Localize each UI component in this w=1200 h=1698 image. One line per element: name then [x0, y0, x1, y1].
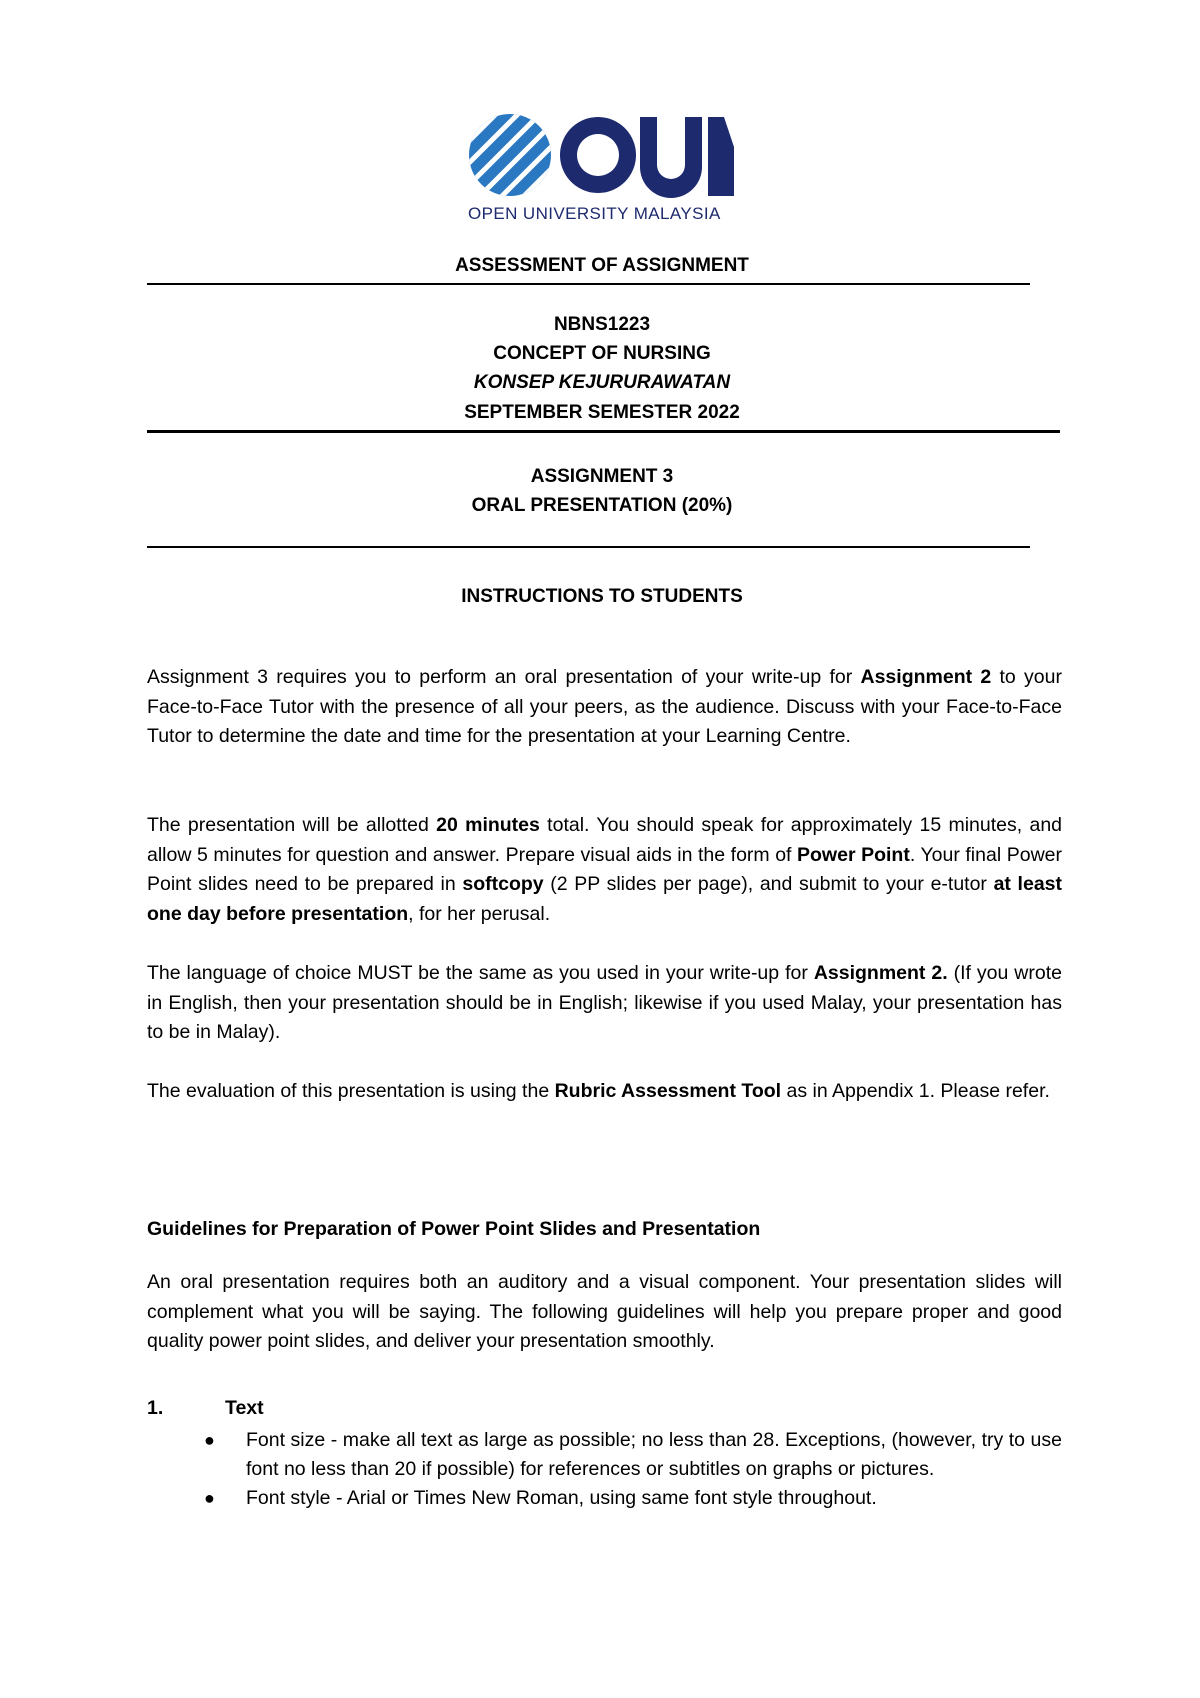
bold-run: Rubric Assessment Tool: [554, 1080, 782, 1102]
bullet-icon: ●: [204, 1488, 215, 1508]
bullet-text: Font style - Arial or Times New Roman, using same font style throughout.: [246, 1487, 877, 1509]
paragraph-1: [147, 663, 1062, 752]
course-name: CONCEPT OF NURSING: [493, 343, 711, 364]
text-run: , for her perusal.: [408, 902, 551, 925]
bold-run: softcopy: [462, 873, 544, 895]
section-title: Text: [225, 1397, 264, 1419]
section-1-bullets: [198, 1426, 1062, 1513]
divider-3: [147, 546, 1030, 548]
course-code: NBNS1223: [553, 314, 651, 335]
paragraph-4: [147, 1077, 1062, 1107]
text-run: to your Face-to-Face Tutor with the presence of all your peers, as the audience. Discuss with your Face-to-Face Tutor to determine the date and time for the presentation at your Learning Centre.: [147, 666, 1062, 747]
semester: SEPTEMBER SEMESTER 2022: [464, 402, 740, 423]
paragraph-3: [147, 959, 1062, 1048]
list-item: [198, 1426, 1062, 1484]
text-run: total. You should speak for approximately 15 minutes, and allow 5 minutes for question and answer. Prepare visual aids in the form of: [147, 814, 1063, 866]
section-1-title: [147, 1395, 264, 1421]
bold-run: at least one day before presentation: [147, 873, 1063, 925]
assignment-number: ASSIGNMENT 3: [530, 466, 674, 487]
assessment-title: ASSESSMENT OF ASSIGNMENT: [455, 255, 749, 276]
course-name-malay: KONSEP KEJURURAWATAN: [473, 372, 731, 393]
bold-run: 20 minutes: [436, 814, 540, 836]
divider-2: [147, 430, 1060, 433]
bold-run: Assignment 2.: [813, 962, 948, 984]
assignment-type: ORAL PRESENTATION (20%): [471, 495, 733, 516]
oum-logo-mark: [468, 112, 740, 202]
bullet-text: Font size - make all text as large as possible; no less than 28. Exceptions, (however, try to use font no less than 20 if possible) for references or subtitles on graphs or pictures.: [246, 1429, 1062, 1480]
text-run: (2 PP slides per page), and submit to your e-tutor: [543, 873, 994, 895]
bold-run: Power Point: [797, 843, 910, 866]
section-number: 1.: [147, 1397, 164, 1419]
text-run: as in Appendix 1. Please refer.: [781, 1080, 1050, 1102]
instructions-title: INSTRUCTIONS TO STUDENTS: [461, 586, 743, 607]
list-item: [198, 1484, 1062, 1513]
divider-1: [147, 283, 1030, 285]
guidelines-intro: An oral presentation requires both an auditory and a visual component. Your presentation slides will complement what you will be saying. The following guidelines will help you prepare proper and good quality power point slides, and deliver your presentation smoothly.: [147, 1271, 1062, 1352]
university-name: OPEN UNIVERSITY MALAYSIA: [468, 204, 721, 223]
paragraph-2: [147, 811, 1062, 929]
text-run: The presentation will be allotted: [147, 814, 437, 836]
text-run: Assignment 3 requires you to perform an oral presentation of your write-up for: [147, 666, 861, 688]
oum-logo: [468, 112, 740, 222]
text-run: . Your final Power Point slides need to be prepared in: [147, 843, 1062, 895]
bullet-icon: ●: [204, 1430, 215, 1450]
text-run: The language of choice MUST be the same as you used in your write-up for: [147, 962, 814, 984]
guidelines-heading: Guidelines for Preparation of Power Point Slides and Presentation: [147, 1218, 761, 1240]
text-run: (If you wrote in English, then your presentation should be in English; likewise if you used Malay, your presentation has to be in Malay).: [147, 962, 1062, 1043]
text-run: The evaluation of this presentation is using the: [147, 1080, 555, 1102]
bold-run: Assignment 2: [860, 666, 992, 688]
